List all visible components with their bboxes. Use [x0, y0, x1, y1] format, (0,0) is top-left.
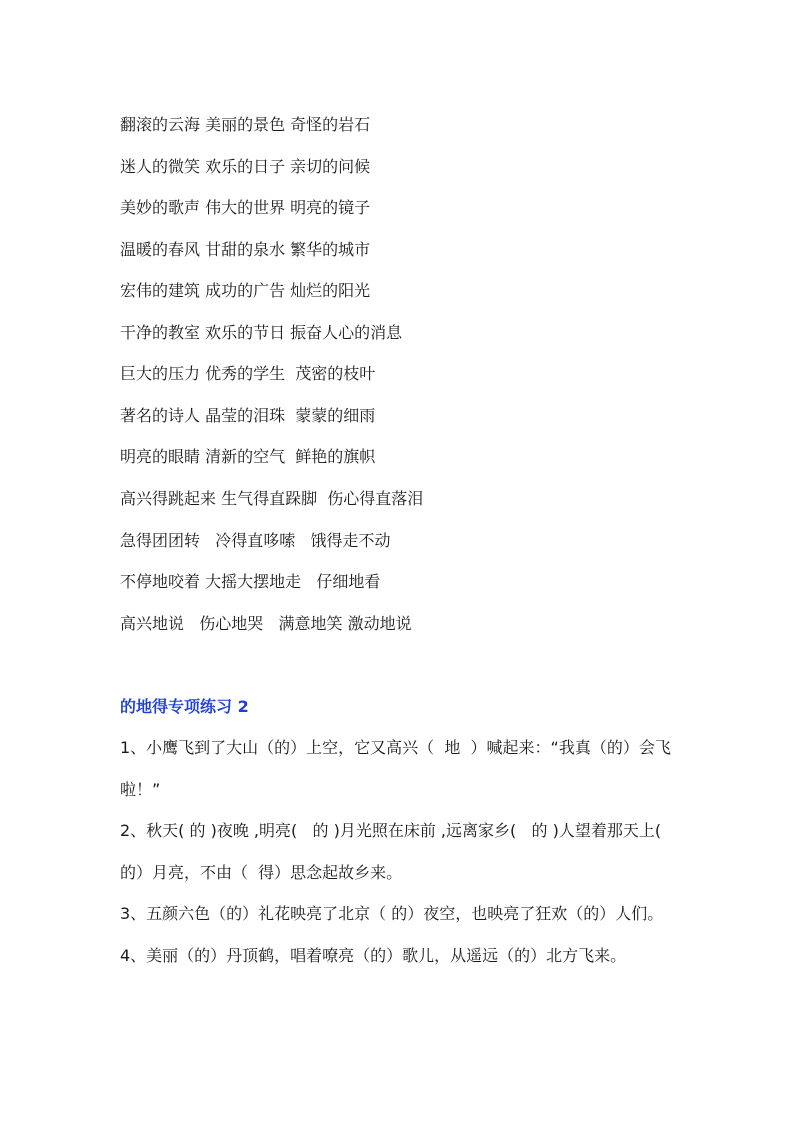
exercise-line-2: 啦！”: [120, 780, 161, 799]
exercise-line-5: 3、五颜六色（的）礼花映亮了北京（ 的）夜空，也映亮了狂欢（的）人们。: [120, 904, 664, 923]
phrase-line-11: 急得团团转 冷得直哆嗦 饿得走不动: [120, 531, 391, 550]
exercise-line-4: 的）月亮，不由（ 得）思念起故乡来。: [120, 863, 403, 882]
phrase-line-13: 高兴地说 伤心地哭 满意地笑 激动地说: [120, 614, 412, 633]
exercise-line-1: 1、小鹰飞到了大山（的）上空，它又高兴（ 地 ）喊起来：“我真（的）会飞: [120, 738, 671, 757]
exercise-line-3: 2、秋天( 的 )夜晚 ,明亮( 的 )月光照在床前 ,远离家乡( 的 )人望着那天上(: [120, 821, 662, 840]
phrase-line-1: 翻滚的云海 美丽的景色 奇怪的岩石: [120, 115, 371, 134]
phrase-line-5: 宏伟的建筑 成功的广告 灿烂的阳光: [120, 281, 371, 300]
phrase-line-12: 不停地咬着 大摇大摆地走 仔细地看: [120, 572, 381, 591]
section-title: 的地得专项练习 2: [120, 697, 249, 716]
phrase-line-7: 巨大的压力 优秀的学生 茂密的枝叶: [120, 364, 376, 383]
phrase-line-2: 迷人的微笑 欢乐的日子 亲切的问候: [120, 157, 371, 176]
phrase-line-10: 高兴得跳起来 生气得直跺脚 伤心得直落泪: [120, 489, 424, 508]
exercise-line-6: 4、美丽（的）丹顶鹤，唱着嘹亮（的）歌儿，从遥远（的）北方飞来。: [120, 946, 627, 965]
phrase-line-3: 美妙的歌声 伟大的世界 明亮的镜子: [120, 198, 371, 217]
phrase-line-6: 干净的教室 欢乐的节日 振奋人心的消息: [120, 323, 403, 342]
phrase-line-4: 温暖的春风 甘甜的泉水 繁华的城市: [120, 240, 371, 259]
phrase-line-9: 明亮的眼睛 清新的空气 鲜艳的旗帜: [120, 447, 376, 466]
phrase-line-8: 著名的诗人 晶莹的泪珠 蒙蒙的细雨: [120, 406, 376, 425]
